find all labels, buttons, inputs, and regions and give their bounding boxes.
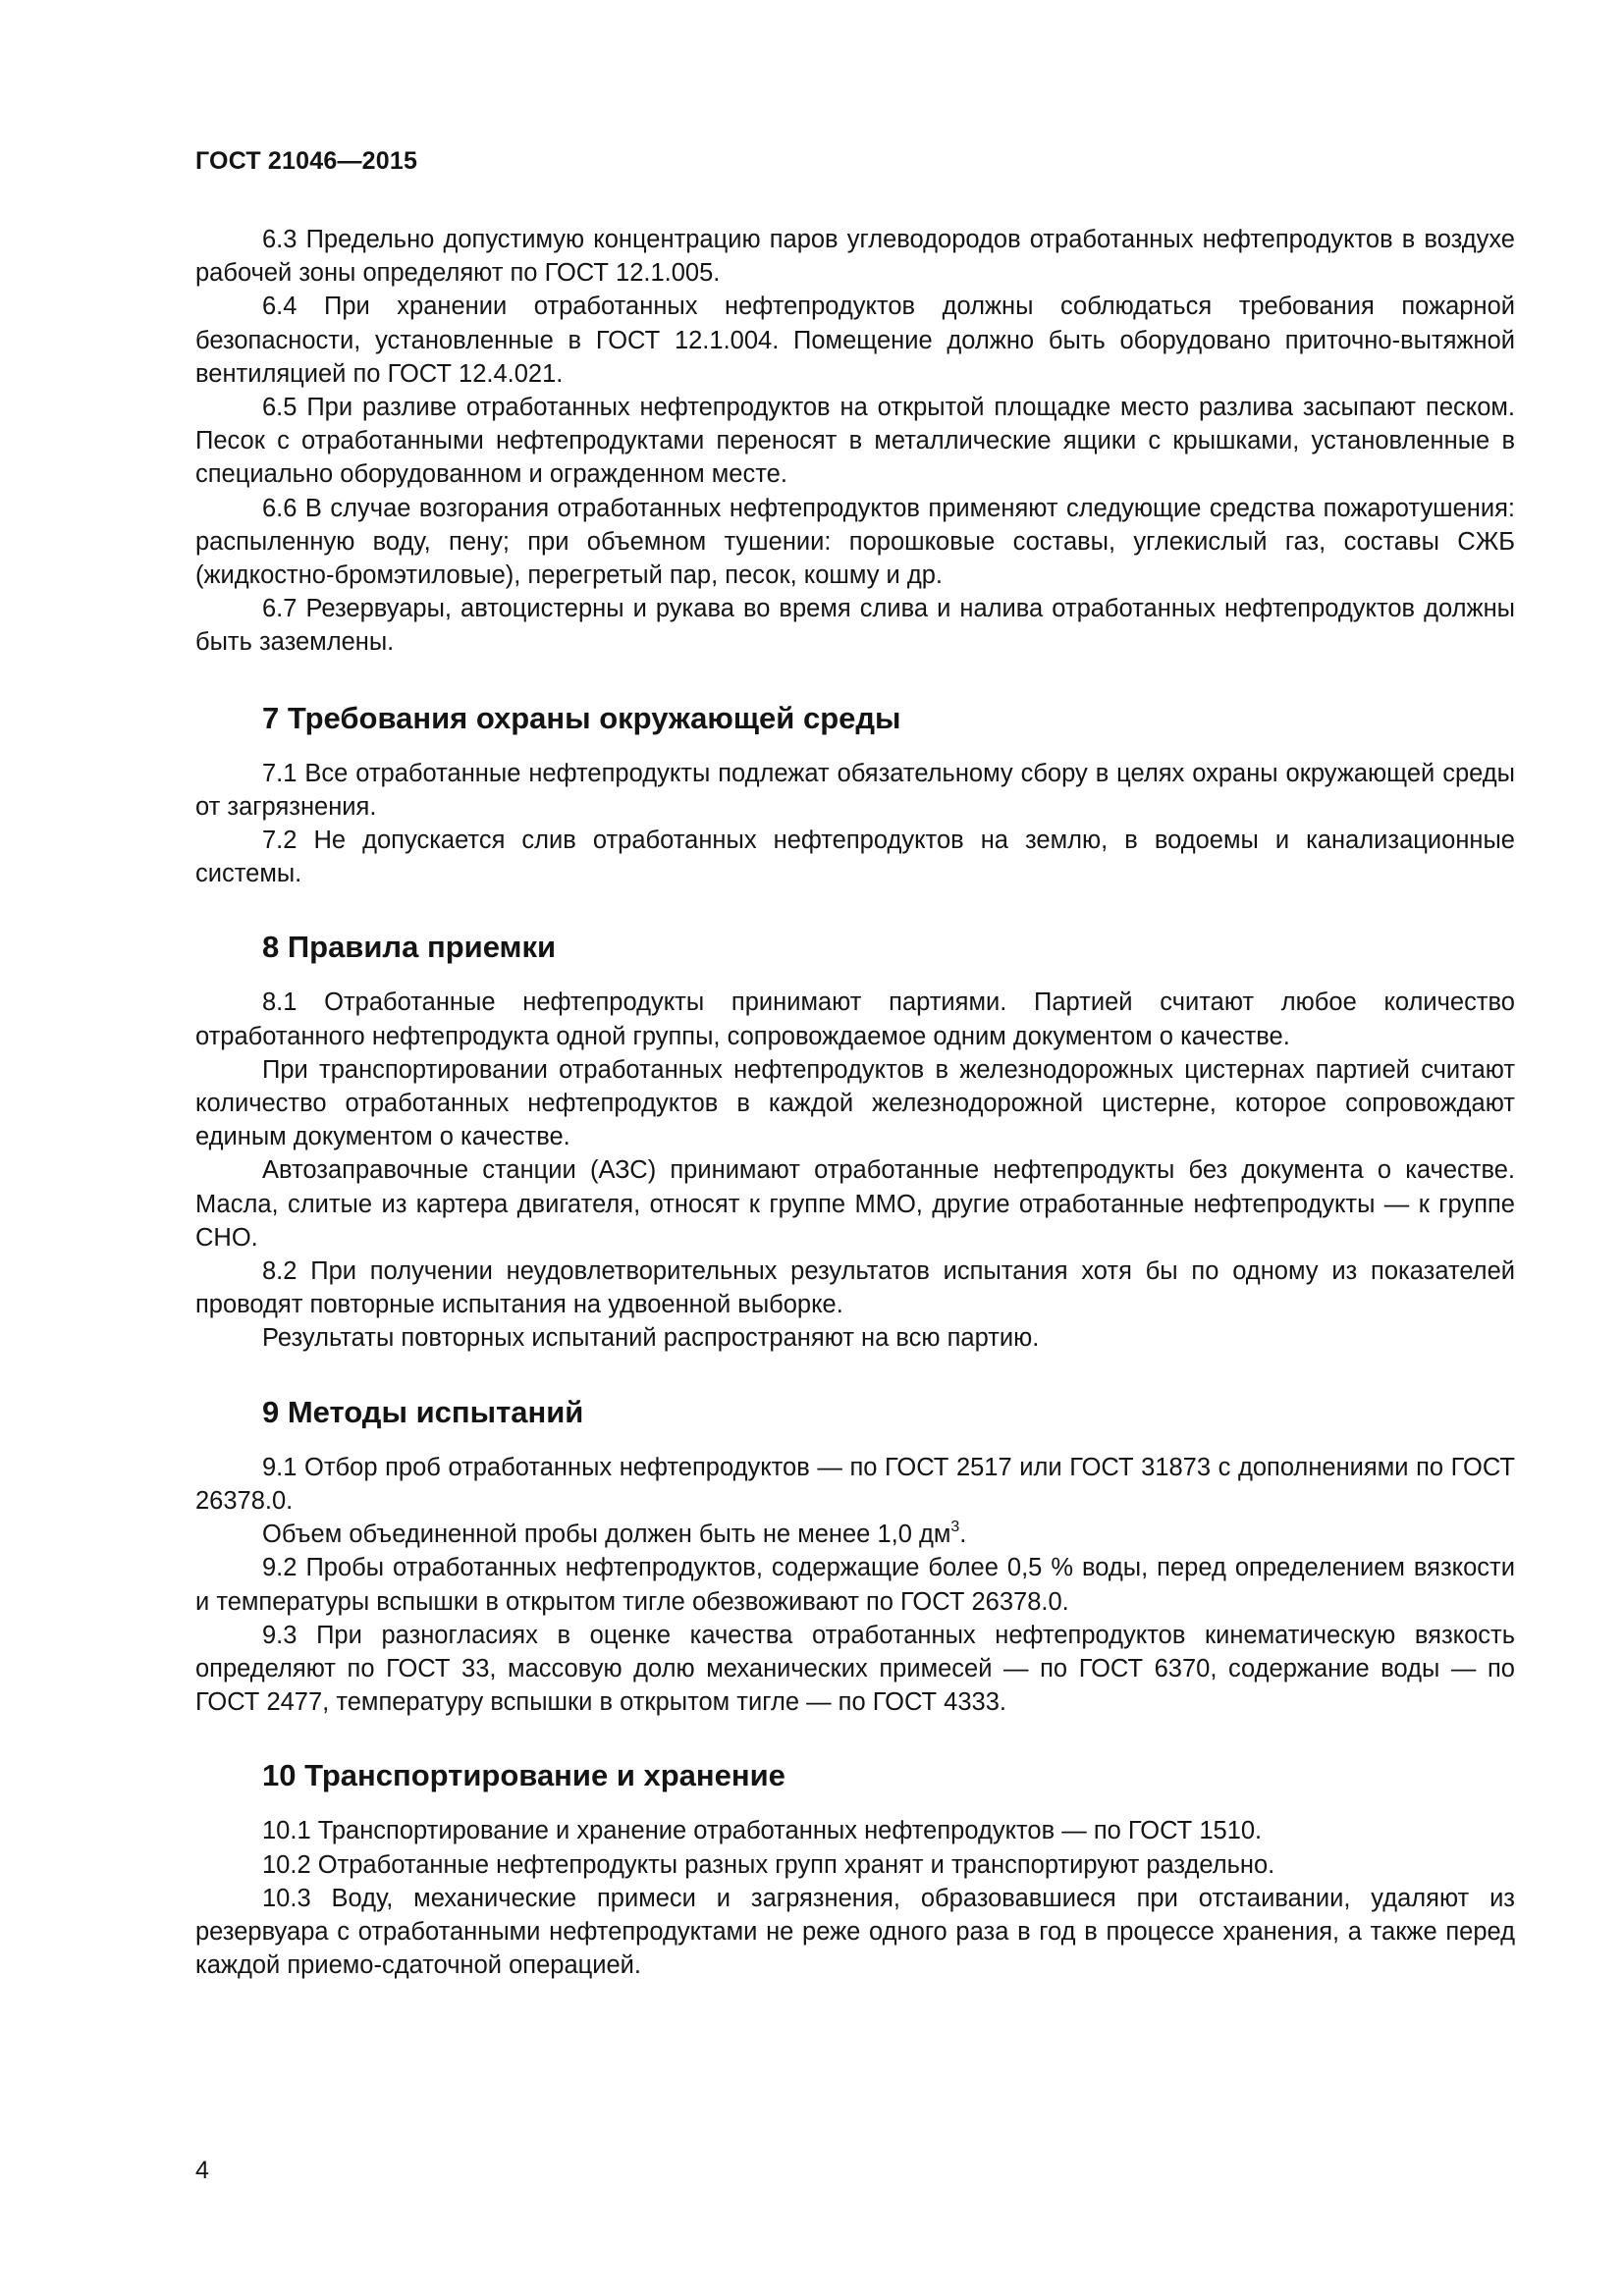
paragraph-8-1-gas-stations: Автозаправочные станции (АЗС) принимают отработанные нефтепродукты без документа о качестве. Масла, слитые из картера двигателя, относят к группе ММО, другие отработанные нефтепродукты — к группе СНО. xyxy=(195,1156,1515,1252)
paragraph-7-2: 7.2 Не допускается слив отработанных нефтепродуктов на землю, в водоемы и канализационные системы. xyxy=(195,827,1515,888)
paragraph-9-1: 9.1 Отбор проб отработанных нефтепродуктов — по ГОСТ 2517 или ГОСТ 31873 с дополнениями по ГОСТ 26378.0. xyxy=(195,1453,1515,1515)
paragraph-6-4: 6.4 При хранении отработанных нефтепродуктов должны соблюдаться требования пожарной безопасности, установленные в ГОСТ 12.1.004. Помещение должно быть оборудовано приточно-вытяжной вентиляцией по ГОСТ 12.4.021. xyxy=(195,293,1515,388)
paragraph-10-3: 10.3 Воду, механические примеси и загрязнения, образовавшиеся при отстаивании, удаляют из резервуара с отработанными нефтепродуктами не реже одного раза в год в процессе хранения, а также перед каждой приемо-сдаточной операцией. xyxy=(195,1884,1515,1980)
paragraph-9-1-volume xyxy=(195,1518,1515,1551)
page-number: 4 xyxy=(195,2157,209,2184)
volume-text: Объем объединенной пробы должен быть не менее 1,0 дм xyxy=(262,1521,951,1549)
section-7-heading: 7 Требования охраны окружающей среды xyxy=(262,700,901,735)
paragraph-8-2-results: Результаты повторных испытаний распространяют на всю партию. xyxy=(262,1324,1040,1353)
document-body xyxy=(195,223,1515,1982)
section-9-heading: 9 Методы испытаний xyxy=(262,1394,584,1429)
section-8-heading: 8 Правила приемки xyxy=(262,930,557,965)
volume-text-end: . xyxy=(959,1521,967,1549)
paragraph-10-1: 10.1 Транспортирование и хранение отработанных нефтепродуктов — по ГОСТ 1510. xyxy=(262,1817,1263,1845)
paragraph-10-2: 10.2 Отработанные нефтепродукты разных групп хранят и транспортируют раздельно. xyxy=(262,1850,1275,1879)
paragraph-7-1: 7.1 Все отработанные нефтепродукты подлежат обязательному сбору в целях охраны окружающей среды от загрязнения. xyxy=(195,759,1515,821)
paragraph-6-3: 6.3 Предельно допустимую концентрацию паров углеводородов отработанных нефтепродуктов в воздухе рабочей зоны определяют по ГОСТ 12.1.005. xyxy=(195,226,1515,288)
cubic-superscript: 3 xyxy=(950,1519,960,1536)
paragraph-6-6: 6.6 В случае возгорания отработанных нефтепродуктов применяют следующие средства пожаротушения: распыленную воду, пену; при объемном тушении: порошковые составы, углекислый газ, составы СЖБ (жидкостно-бромэтиловые), перегретый пар, песок, кошму и др. xyxy=(195,494,1515,590)
paragraph-9-3: 9.3 При разногласиях в оценке качества отработанных нефтепродуктов кинематическую вязкость определяют по ГОСТ 33, массовую долю механических примесей — по ГОСТ 6370, содержание воды — по ГОСТ 2477, температуру вспышки в открытом тигле — по ГОСТ 4333. xyxy=(195,1621,1515,1717)
paragraph-8-2: 8.2 При получении неудовлетворительных результатов испытания хотя бы по одному из показателей проводят повторные испытания на удвоенной выборке. xyxy=(195,1257,1515,1319)
document-code-header: ГОСТ 21046—2015 xyxy=(195,147,418,175)
paragraph-8-1: 8.1 Отработанные нефтепродукты принимают партиями. Партией считают любое количество отработанного нефтепродукта одной группы, сопровождаемое одним документом о качестве. xyxy=(195,988,1515,1050)
paragraph-8-1-railway: При транспортировании отработанных нефтепродуктов в железнодорожных цистернах партией считают количество отработанных нефтепродуктов в каждой железнодорожной цистерне, которое сопровождают единым документом о качестве. xyxy=(195,1055,1515,1151)
paragraph-9-2: 9.2 Пробы отработанных нефтепродуктов, содержащие более 0,5 % воды, перед определением вязкости и температуры вспышки в открытом тигле обезвоживают по ГОСТ 26378.0. xyxy=(195,1554,1515,1616)
paragraph-6-5: 6.5 При разливе отработанных нефтепродуктов на открытой площадке место разлива засыпают песком. Песок с отработанными нефтепродуктами переносят в металлические ящики с крышками, установленные в специально оборудованном и огражденном месте. xyxy=(195,394,1515,489)
section-10-heading: 10 Транспортирование и хранение xyxy=(262,1758,785,1793)
paragraph-6-7: 6.7 Резервуары, автоцистерны и рукава во время слива и налива отработанных нефтепродуктов должны быть заземлены. xyxy=(195,595,1515,657)
